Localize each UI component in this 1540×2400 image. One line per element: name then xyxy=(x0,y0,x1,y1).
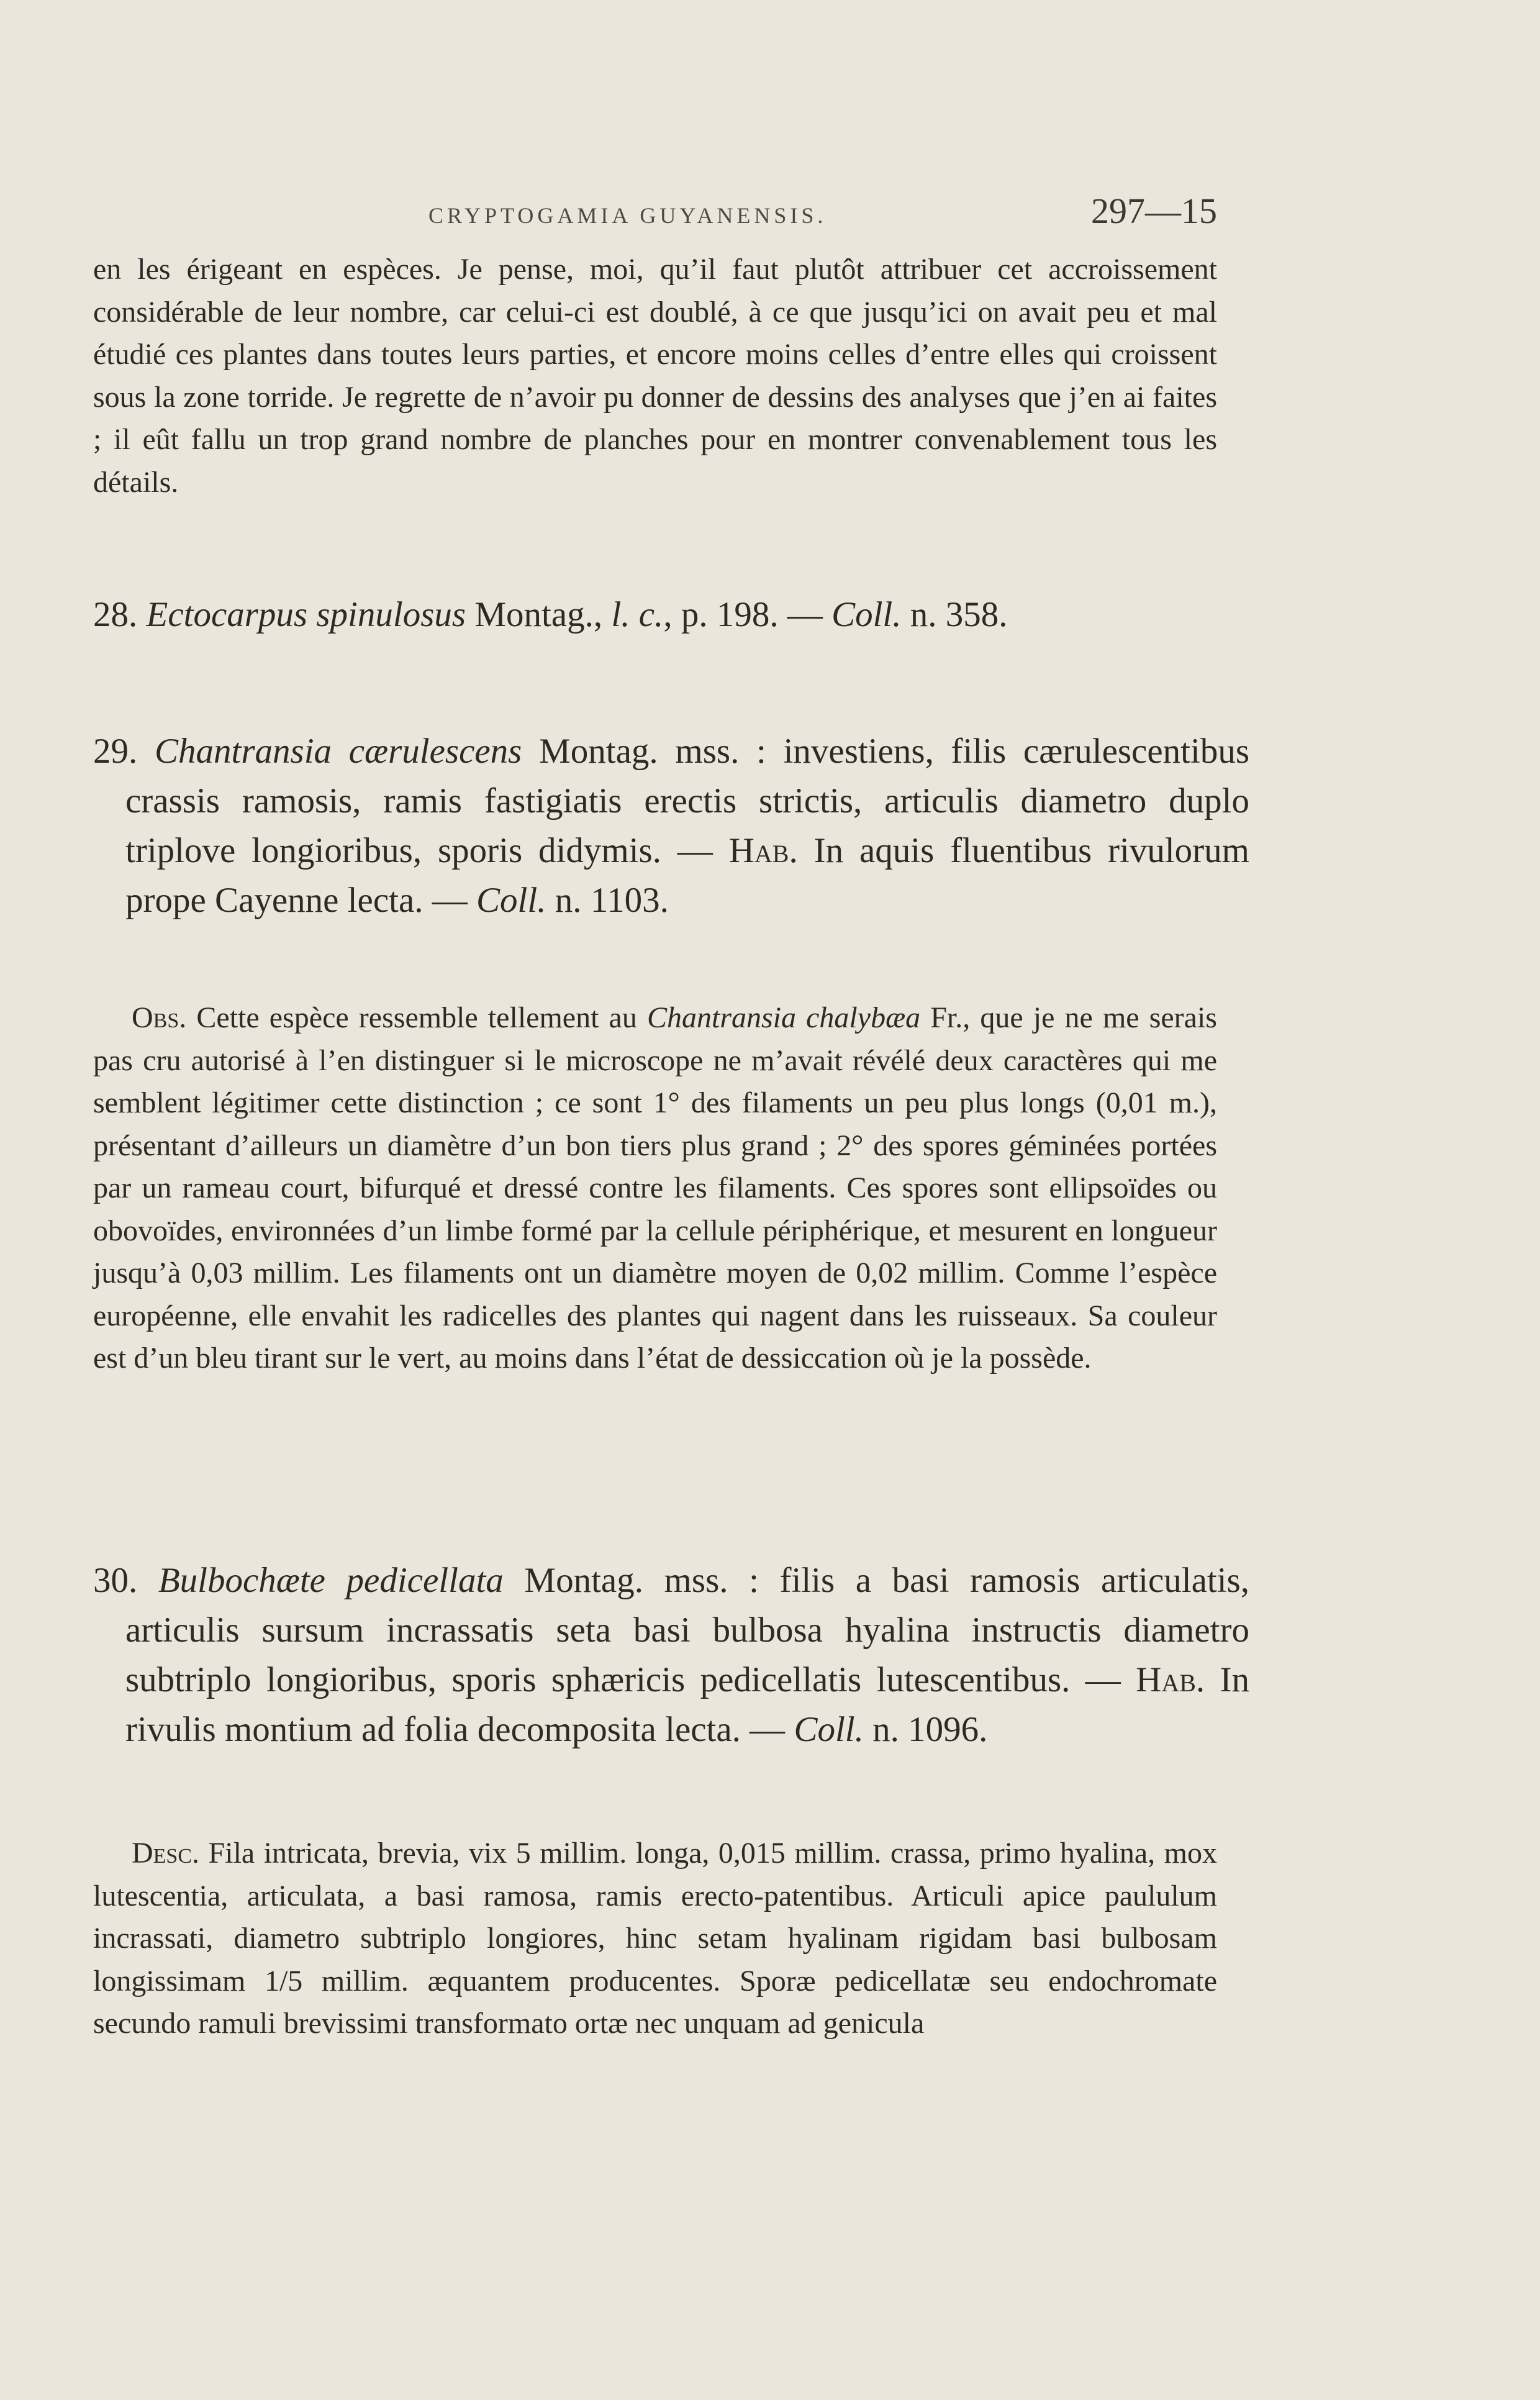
entry-28 xyxy=(93,590,1249,640)
species-name: Bulbochæte pedicellata xyxy=(158,1561,504,1600)
collection-label: Coll. xyxy=(476,881,546,920)
entry-text: , p. 198. — xyxy=(663,595,832,634)
description-label: Desc. xyxy=(132,1837,200,1870)
entry-29 xyxy=(93,727,1249,925)
diagnosis: Montag. mss. : investiens, filis cærulescentibus crassis ramosis, ramis fastigiatis erectis strictis, articulis diametro duplo triplove longioribus, sporis didymis. — xyxy=(125,732,1250,870)
collection-number: n. 1096. xyxy=(863,1710,988,1749)
collection-label: Coll. xyxy=(794,1710,864,1749)
entry-number: 29. xyxy=(93,732,138,771)
page-header xyxy=(93,186,1217,236)
page-number: 297—15 xyxy=(1091,191,1217,231)
species-name: Chantransia cærulescens xyxy=(154,732,522,771)
entry-30 xyxy=(93,1556,1249,1755)
continued-paragraph: en les érigeant en espèces. Je pense, moi, qu’il faut plutôt attribuer cet accroissement considérable de leur nombre, car celui-ci est doublé, à ce que jusqu’ici on avait peu et mal étudié ces plantes dans toutes leurs parties, et encore moins celles d’entre elles qui croissent sous la zone torride. Je regrette de n’avoir pu donner de dessins des analyses que j’en ai faites ; il eût fallu un trop grand nombre de planches pour en montrer convenablement tous les détails. xyxy=(93,253,1217,499)
entry-number: 30. xyxy=(93,1561,138,1600)
running-title: CRYPTOGAMIA GUYANENSIS. xyxy=(428,203,827,228)
observation-text-2: Fr., que je ne me serais pas cru autorisé à l’en distinguer si le microscope ne m’avait révélé deux caractères qui me semblent légitimer cette distinction ; ce sont 1° des filaments un peu plus longs (0,01 m.), présentant d’ailleurs un diamètre d’un bon tiers plus grand ; 2° des spores géminées portées par un rameau court, bifurqué et dressé contre les filaments. Ces spores sont ellipsoïdes ou obovoïdes, environnées d’un limbe formé par la cellule périphérique, et mesurent en longueur jusqu’à 0,03 millim. Les filaments ont un diamètre moyen de 0,02 millim. Comme l’espèce européenne, elle envahit les radicelles des plantes qui nagent dans les ruisseaux. Sa couleur est d’un bleu tirant sur le vert, au moins dans l’état de dessiccation où je la possède. xyxy=(93,1001,1217,1375)
description-text: Fila intricata, brevia, vix 5 millim. longa, 0,015 millim. crassa, primo hyalina, mox lutescentia, articulata, a basi ramosa, ramis erecto-patentibus. Articuli apice paululum incrassati, diametro subtriplo longiores, hinc setam hyalinam rigidam basi bulbosam longissimam 1/5 millim. æquantem producentes. Sporæ pedicellatæ seu endochromate secundo ramuli brevissimi transformato ortæ nec unquam ad genicula xyxy=(93,1837,1217,2040)
entry-author: Montag., xyxy=(466,595,612,634)
observation-text: Cette espèce ressemble tellement au xyxy=(186,1001,647,1034)
description-paragraph xyxy=(93,1832,1217,2045)
collection-number: n. 1103. xyxy=(546,881,669,920)
observation-label: Obs. xyxy=(132,1001,187,1034)
diagnosis: Montag. mss. : filis a basi ramosis articulatis, articulis sursum incrassatis seta basi bulbosa hyalina instructis diametro subtriplo longioribus, sporis sphæricis pedicellatis lutescentibus. — xyxy=(125,1561,1249,1699)
species-reference: Chantransia chalybæa xyxy=(646,1001,921,1034)
habitat-label: Hab. xyxy=(1136,1660,1205,1699)
habitat-text: In aquis fluentibus rivulorum prope Cayenne lecta. — xyxy=(125,831,1249,920)
collection-number: n. 358. xyxy=(901,595,1008,634)
reference: l. c. xyxy=(611,595,664,634)
habitat-label: Hab. xyxy=(728,831,798,870)
species-name: Ectocarpus spinulosus xyxy=(146,595,466,634)
entry-number: 28. xyxy=(93,595,138,634)
collection-label: Coll. xyxy=(831,595,902,634)
habitat-text: In rivulis montium ad folia decomposita lecta. — xyxy=(125,1660,1249,1749)
observation-paragraph xyxy=(93,997,1217,1380)
